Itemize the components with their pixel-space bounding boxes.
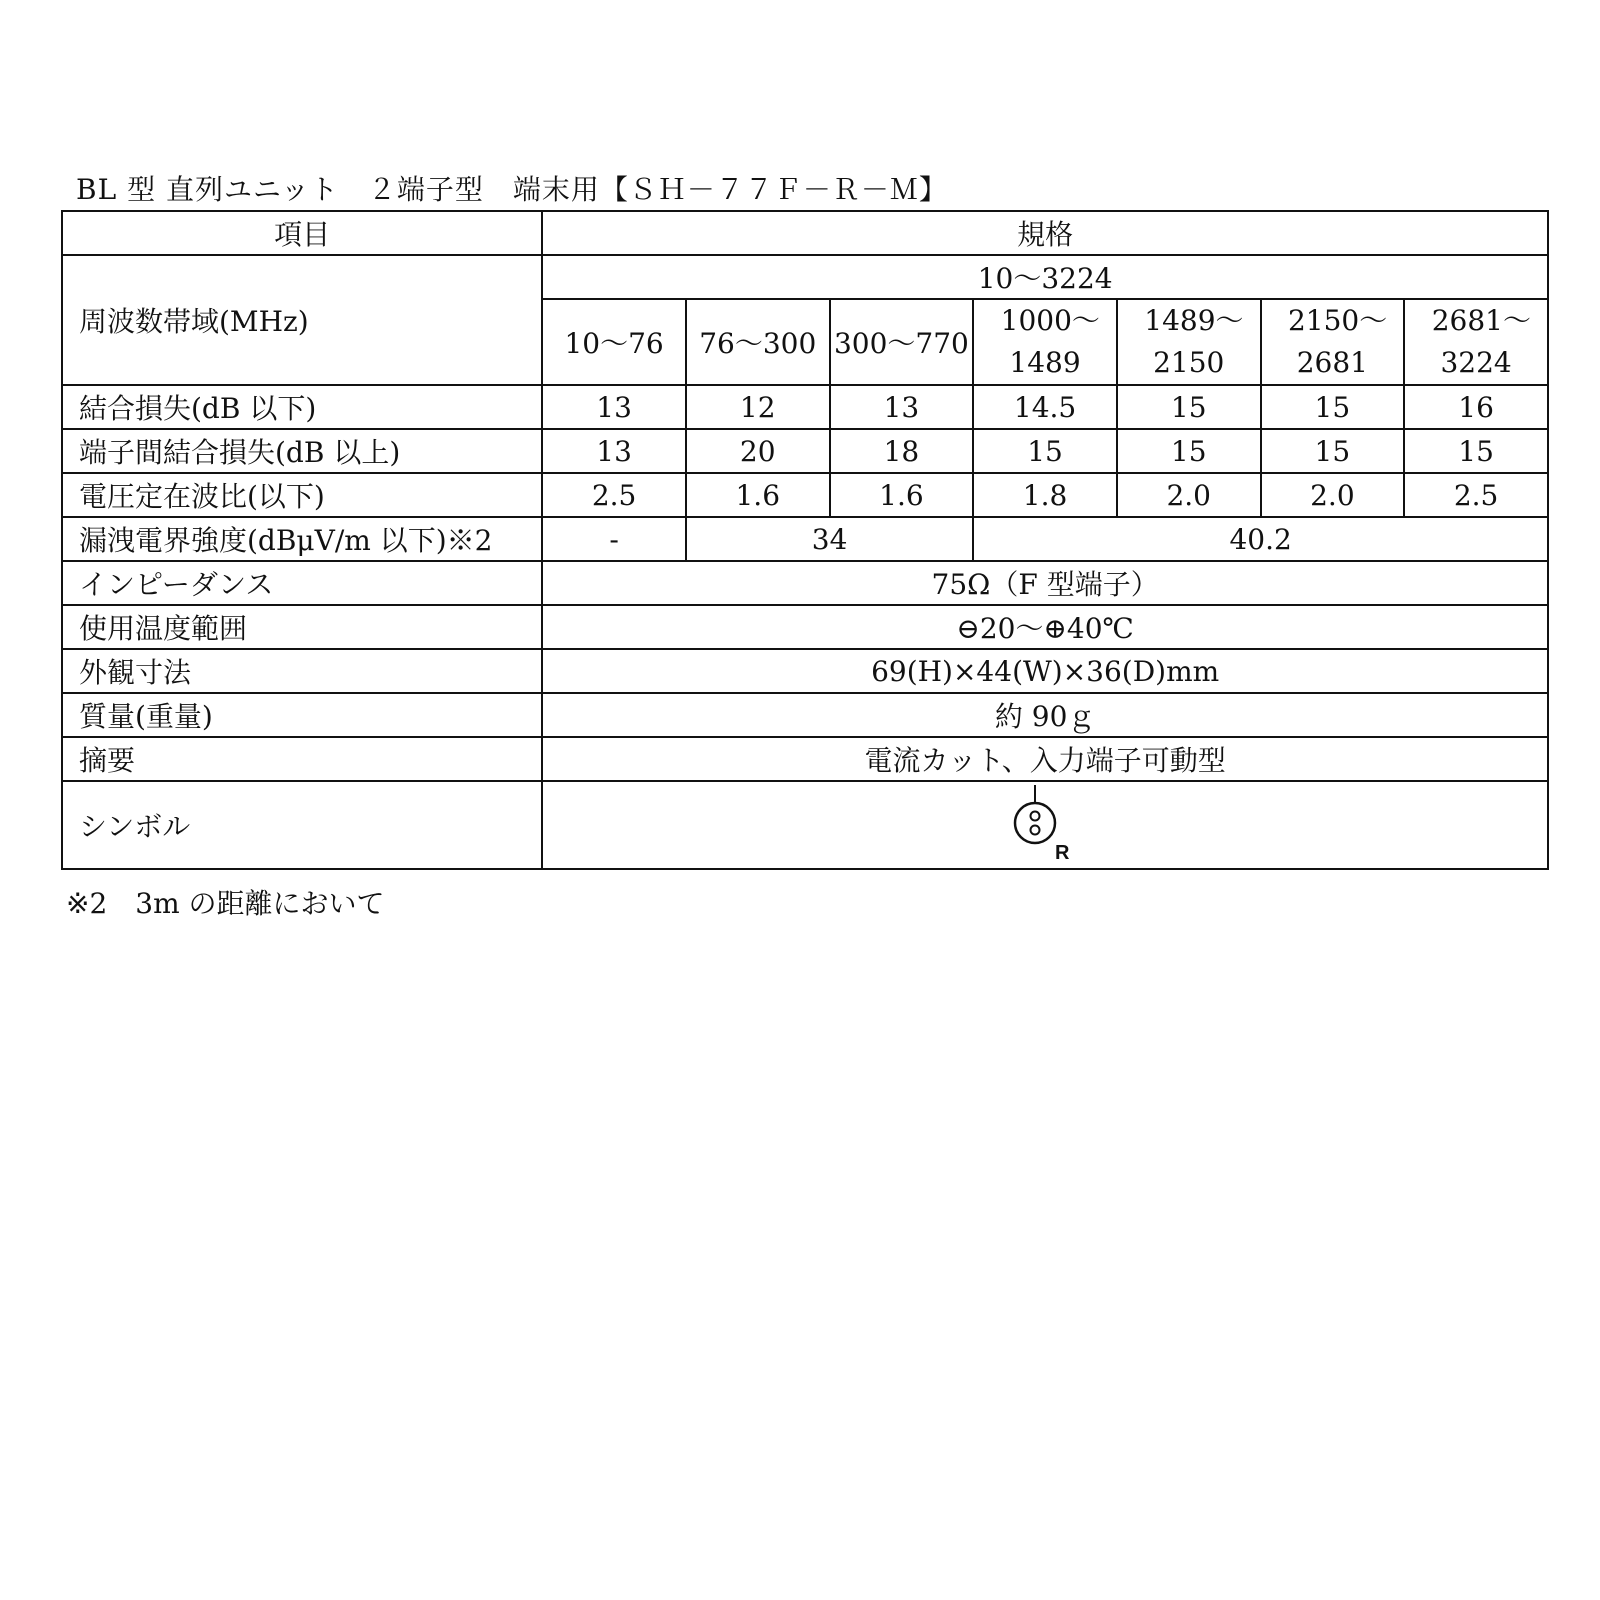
band-cell	[830, 299, 974, 385]
isolation-value: 15	[1261, 429, 1405, 473]
coupling-loss-value: 13	[542, 385, 686, 429]
impedance-value: 75Ω（F 型端子）	[542, 561, 1548, 605]
temperature-row	[62, 605, 1548, 649]
vswr-value: 2.5	[542, 473, 686, 517]
band-cell	[973, 299, 1117, 385]
mass-row	[62, 693, 1548, 737]
series-unit-terminal-symbol-icon	[1005, 785, 1085, 865]
symbol-cell	[542, 781, 1548, 869]
band-cell	[542, 299, 686, 385]
dimensions-label: 外観寸法	[62, 649, 542, 693]
band-line2: 2681	[1296, 346, 1368, 379]
frequency-total-range: 10～3224	[542, 255, 1548, 299]
isolation-label: 端子間結合損失(dB 以上)	[62, 429, 542, 473]
coupling-loss-value: 15	[1261, 385, 1405, 429]
dimensions-row	[62, 649, 1548, 693]
header-spec: 規格	[542, 211, 1548, 255]
vswr-value: 1.6	[686, 473, 830, 517]
header-row	[62, 211, 1548, 255]
vswr-value: 1.8	[973, 473, 1117, 517]
band-text: 10～76	[564, 327, 664, 360]
band-cell	[1261, 299, 1405, 385]
document-title: BL 型 直列ユニット ２端子型 端末用【ＳＨ－７７Ｆ－Ｒ－Ｍ】	[76, 173, 948, 206]
isolation-value: 15	[1404, 429, 1548, 473]
symbol-row	[62, 781, 1548, 869]
header-item: 項目	[62, 211, 542, 255]
vswr-label: 電圧定在波比(以下)	[62, 473, 542, 517]
leakage-value-band1: -	[542, 517, 686, 561]
spec-table	[61, 210, 1549, 870]
band-text	[1405, 300, 1547, 384]
symbol-label: シンボル	[62, 781, 542, 869]
coupling-loss-value: 14.5	[973, 385, 1117, 429]
mass-value: 約 90ｇ	[542, 693, 1548, 737]
vswr-row	[62, 473, 1548, 517]
dimensions-value: 69(H)×44(W)×36(D)mm	[542, 649, 1548, 693]
band-cell	[1117, 299, 1261, 385]
temperature-value: ⊖20～⊕40℃	[542, 605, 1548, 649]
leakage-row	[62, 517, 1548, 561]
band-text: 300～770	[833, 327, 969, 360]
coupling-loss-value: 16	[1404, 385, 1548, 429]
symbol-mark-letter: R	[1055, 842, 1070, 864]
coupling-loss-label: 結合損失(dB 以下)	[62, 385, 542, 429]
summary-value: 電流カット、入力端子可動型	[542, 737, 1548, 781]
leakage-value-band2-3: 34	[686, 517, 973, 561]
coupling-loss-value: 15	[1117, 385, 1261, 429]
leakage-value-band4-7: 40.2	[973, 517, 1548, 561]
band-text: 76～300	[699, 327, 817, 360]
coupling-loss-value: 12	[686, 385, 830, 429]
vswr-value: 2.5	[1404, 473, 1548, 517]
band-text	[1262, 300, 1404, 384]
vswr-value: 2.0	[1261, 473, 1405, 517]
band-line2: 3224	[1440, 346, 1512, 379]
summary-row	[62, 737, 1548, 781]
band-text	[974, 300, 1116, 384]
impedance-label: インピーダンス	[62, 561, 542, 605]
temperature-label: 使用温度範囲	[62, 605, 542, 649]
coupling-loss-value: 13	[830, 385, 974, 429]
band-line1: 1489～	[1144, 304, 1244, 337]
symbol-wrap	[543, 785, 1547, 865]
isolation-value: 13	[542, 429, 686, 473]
band-line2: 1489	[1009, 346, 1081, 379]
frequency-label: 周波数帯域(MHz)	[62, 255, 542, 385]
band-text	[1118, 300, 1260, 384]
summary-label: 摘要	[62, 737, 542, 781]
isolation-value: 20	[686, 429, 830, 473]
band-line1: 2150～	[1287, 304, 1388, 337]
vswr-value: 1.6	[830, 473, 974, 517]
vswr-value: 2.0	[1117, 473, 1261, 517]
isolation-value: 15	[1117, 429, 1261, 473]
band-cell	[1404, 299, 1548, 385]
isolation-row	[62, 429, 1548, 473]
band-line2: 2150	[1153, 346, 1225, 379]
footnote: ※2 3m の距離において	[66, 887, 385, 920]
leakage-label: 漏洩電界強度(dBμV/m 以下)※2	[62, 517, 542, 561]
impedance-row	[62, 561, 1548, 605]
frequency-row	[62, 255, 1548, 299]
band-line1: 1000～	[1000, 304, 1100, 337]
band-line1: 2681～	[1431, 304, 1531, 337]
mass-label: 質量(重量)	[62, 693, 542, 737]
isolation-value: 18	[830, 429, 974, 473]
coupling-loss-row	[62, 385, 1548, 429]
band-cell	[686, 299, 830, 385]
isolation-value: 15	[973, 429, 1117, 473]
